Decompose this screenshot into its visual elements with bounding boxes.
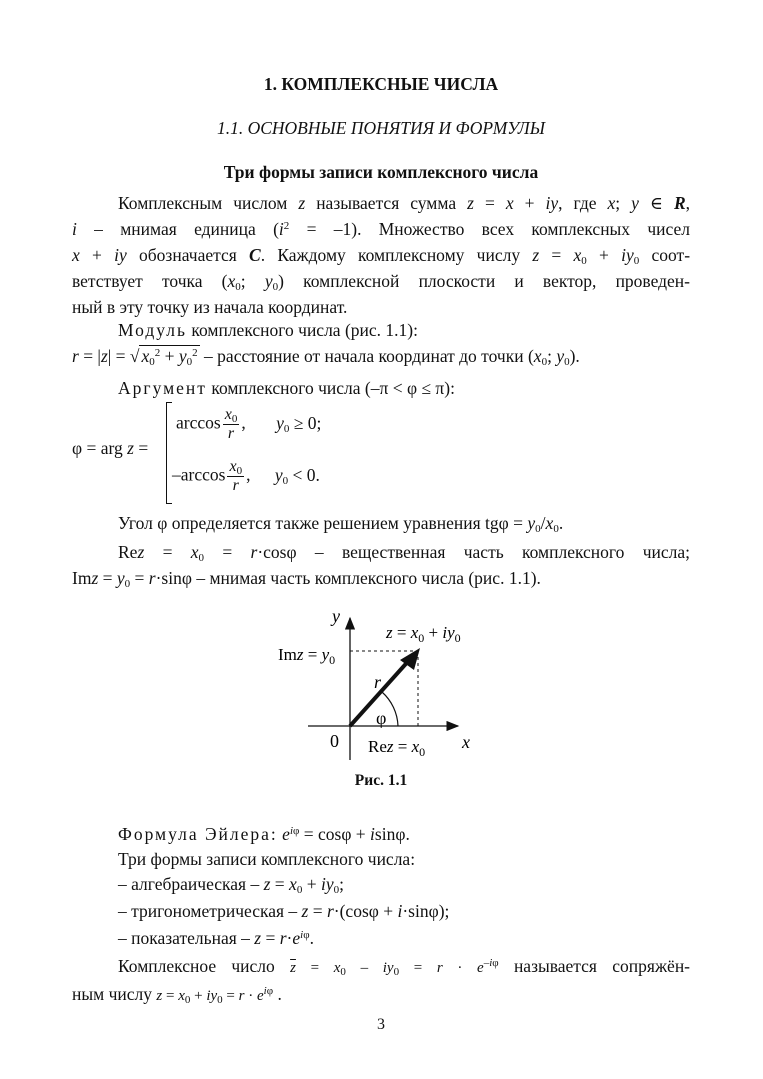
point-label: $z = x_0 + iy_0$ (386, 623, 461, 645)
intro-line-1: Комплексным числом z называется сумма z = x + iy, где x; y ∈ R, (118, 193, 691, 213)
conjugate-line-1: Комплексное число $\overline{z} = x_0 - iy_0 = r \cdot e^{-i\varphi}$ называется сопряжён- (118, 956, 691, 978)
argument-case-1: arccos $\frac{x_0}{r}$ , $y_0 \ge 0$; (176, 406, 322, 442)
modulus-line: Модуль комплексного числа (рис. 1.1): (118, 320, 418, 340)
modulus-formula: r = |z| = √ $x_0^2 + y_0^2$ – расстояние от начала координат до точки ($x_0$; $y_0$). (72, 346, 580, 368)
im-label: Imz = $y_0$ (278, 645, 336, 667)
form-trigonometric: – тригонометрическая – z = r·(cosφ + i·sinφ); (118, 901, 450, 921)
argument-line: Аргумент комплексного числа (–π < φ ≤ π): (118, 378, 455, 398)
re-line: Rez = $x_0 = r\cdot\cos\varphi$ – вещественная часть комплексного числа; (118, 542, 691, 564)
intro-line-5: ный в эту точку из начала координат. (72, 297, 348, 317)
euler-line: Формула Эйлера: $e^{i\varphi} = \cos\varphi + isin\varphi$. (118, 824, 410, 844)
argument-lhs: φ = arg z = (72, 438, 149, 458)
angle-note: Угол φ определяется также решением уравнения $tg\varphi = y_0/x_0$. (118, 513, 564, 535)
y-axis-label: y (332, 606, 340, 626)
intro-line-4: ветствует точка ($x_0$; $y_0$) комплексной плоскости и вектор, проведен- (72, 271, 690, 293)
subsection-title: Три формы записи комплексного числа (223, 162, 539, 182)
argument-case-2: –arccos $\frac{x_0}{r}$ , $y_0 < 0$. (172, 458, 320, 494)
figure-caption: Рис. 1.1 (354, 772, 408, 789)
re-label: Rez = $x_0$ (368, 737, 426, 759)
conjugate-line-2: ным числу $z = x_0 + iy_0 = r \cdot e^{i\varphi}$ . (72, 984, 282, 1006)
radius-label: r (374, 672, 382, 692)
im-line: Imz = $y_0 = r\cdot\sin\varphi$ – мнимая часть комплексного числа (рис. 1.1). (72, 568, 541, 590)
form-algebraic: – алгебраическая – $z = x_0 + iy_0$; (118, 874, 344, 896)
complex-plane-figure (268, 600, 558, 765)
angle-label: φ (376, 708, 387, 728)
intro-line-3: x + iy обозначается C. Каждому комплексному числу $z = x_0 + iy_0$ соот- (72, 245, 691, 267)
x-axis-label: x (462, 732, 470, 752)
forms-intro: Три формы записи комплексного числа: (118, 849, 416, 869)
intro-line-2: i – мнимая единица $(i^2 = -1)$. Множество всех комплексных чисел (72, 219, 691, 239)
origin-label: 0 (330, 731, 339, 751)
chapter-title: 1. КОМПЛЕКСНЫЕ ЧИСЛА (263, 74, 499, 94)
page-number: 3 (377, 1016, 385, 1033)
form-exponential: – показательная – $z = r\cdot e^{i\varphi}$. (118, 928, 314, 948)
section-title: 1.1. ОСНОВНЫЕ ПОНЯТИЯ И ФОРМУЛЫ (216, 118, 546, 138)
